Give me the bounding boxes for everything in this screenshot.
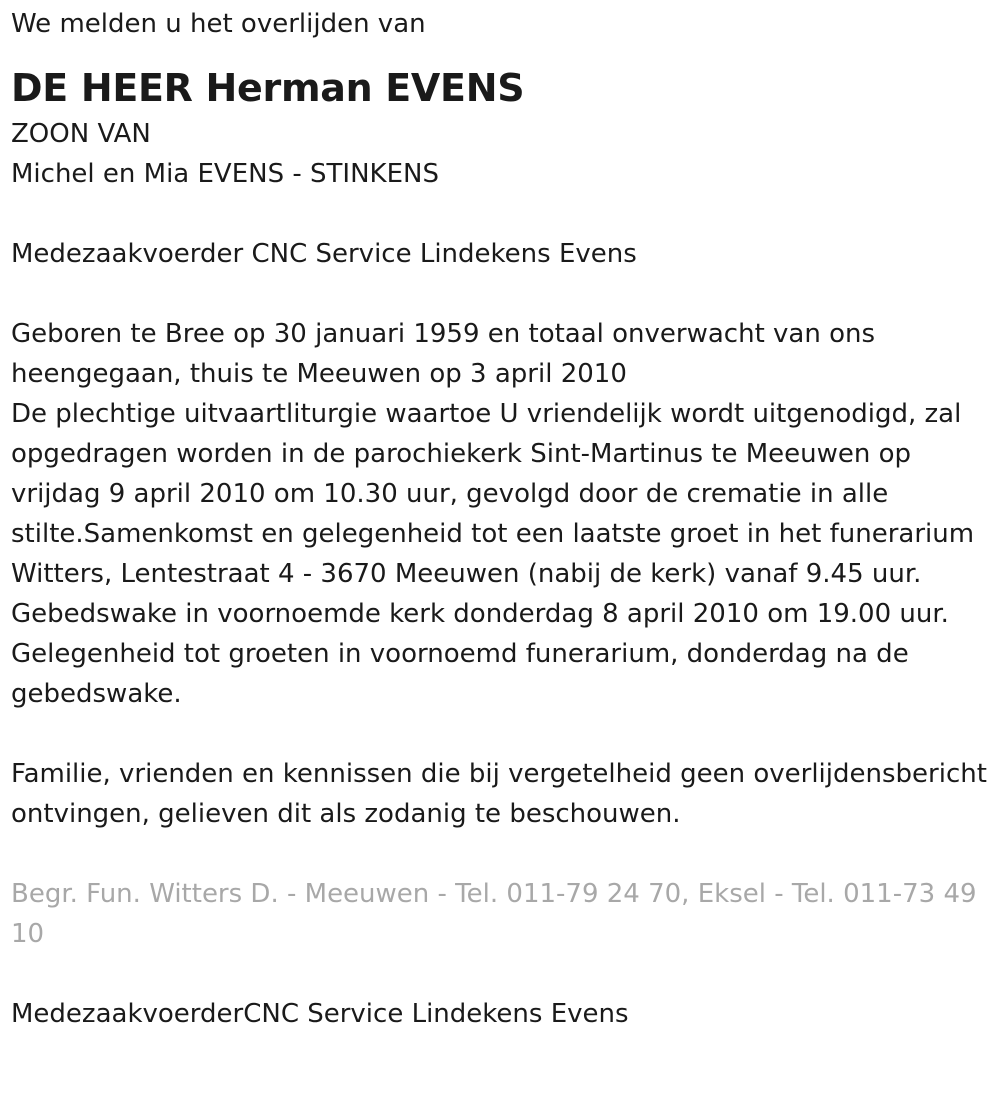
occupation-text: Medezaakvoerder CNC Service Lindekens Evens: [11, 239, 637, 269]
family-note: Familie, vrienden en kennissen die bij vergetelheid geen overlijdensbericht ontvingen, gelieven dit als zodanig te beschouwen.: [11, 759, 987, 829]
footer-occupation: MedezaakvoerderCNC Service Lindekens Evens: [11, 999, 629, 1029]
spacer: [11, 274, 988, 314]
intro-text: We melden u het overlijden van: [11, 9, 426, 39]
deceased-name: DE HEER Herman EVENS: [11, 66, 525, 110]
birth-death-text: Geboren te Bree op 30 januari 1959 en totaal onverwacht van ons heengegaan, thuis te Meeuwen op 3 april 2010: [11, 319, 876, 389]
vigil-details: Gebedswake in voornoemde kerk donderdag 8 april 2010 om 19.00 uur. Gelegenheid tot groeten in voornoemd funerarium, donderdag na de gebedswake.: [11, 599, 949, 709]
parents-text: Michel en Mia EVENS - STINKENS: [11, 159, 439, 189]
spacer: [11, 834, 988, 874]
spacer: [11, 954, 988, 994]
spacer: [11, 714, 988, 754]
funeral-details: De plechtige uitvaartliturgie waartoe U vriendelijk wordt uitgenodigd, zal opgedragen worden in de parochiekerk Sint-Martinus te Meeuwen op vrijdag 9 april 2010 om 10.30 uur, gevolgd door de crematie in alle stilte.Samenkomst en gelegenheid tot een laatste groet in het funerarium Witters, Lentestraat 4 - 3670 Meeuwen (nabij de kerk) vanaf 9.45 uur.: [11, 399, 975, 589]
relation-text: ZOON VAN: [11, 119, 151, 149]
spacer: [11, 194, 988, 234]
funeral-home-contact: Begr. Fun. Witters D. - Meeuwen - Tel. 011-79 24 70, Eksel - Tel. 011-73 49 10: [11, 879, 977, 949]
